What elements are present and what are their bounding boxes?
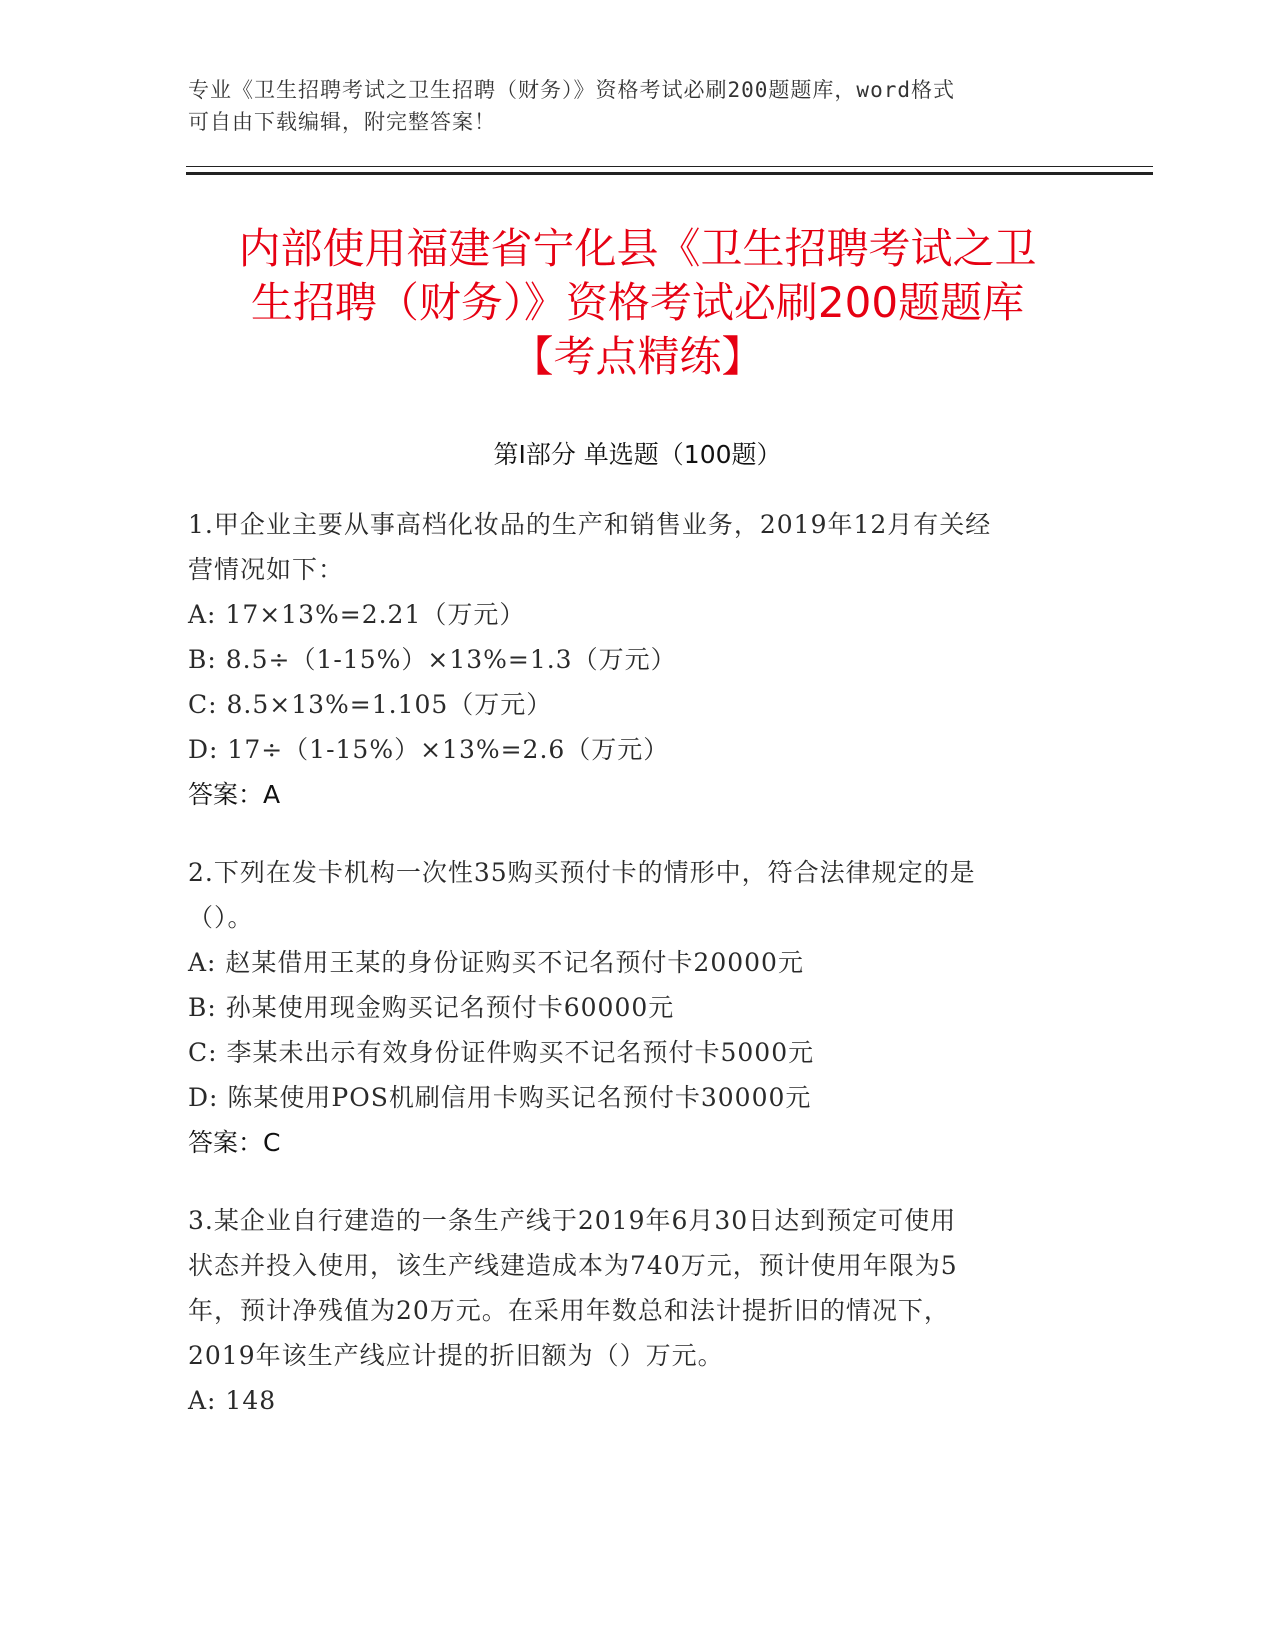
question-stem-line: 2019年该生产线应计提的折旧额为（）万元。 bbox=[188, 1341, 724, 1370]
document-title-line-2: 生招聘（财务）》资格考试必刷200题题库 bbox=[250, 278, 1025, 327]
question-stem-line: （）。 bbox=[188, 903, 254, 932]
option-b: B: 孙某使用现金购买记名预付卡60000元 bbox=[188, 993, 675, 1022]
header-note-line-1: 专业《卫生招聘考试之卫生招聘（财务）》资格考试必刷200题题库，word格式 bbox=[188, 78, 955, 102]
header-note-line-2: 可自由下载编辑，附完整答案！ bbox=[188, 110, 496, 134]
option-a: A: 148 bbox=[188, 1386, 277, 1415]
option-c: C: 8.5×13%=1.105（万元） bbox=[188, 690, 553, 719]
question-stem-line: 1.甲企业主要从事高档化妆品的生产和销售业务，2019年12月有关经 bbox=[188, 510, 992, 539]
option-a: A: 17×13%=2.21（万元） bbox=[188, 600, 526, 629]
document-title-line-1: 内部使用福建省宁化县《卫生招聘考试之卫 bbox=[238, 224, 1037, 273]
document-title bbox=[150, 222, 1125, 384]
question-stem-line: 3.某企业自行建造的一条生产线于2019年6月30日达到预定可使用 bbox=[188, 1206, 957, 1235]
question-stem-line: 2.下列在发卡机构一次性35购买预付卡的情形中，符合法律规定的是 bbox=[188, 858, 976, 887]
option-c: C: 李某未出示有效身份证件购买不记名预付卡5000元 bbox=[188, 1038, 815, 1067]
header-note bbox=[188, 74, 1088, 138]
option-d: D: 陈某使用POS机刷信用卡购买记名预付卡30000元 bbox=[188, 1083, 812, 1112]
option-b: B: 8.5÷（1-15%）×13%=1.3（万元） bbox=[188, 645, 677, 674]
question-stem-line: 营情况如下： bbox=[188, 555, 345, 584]
answer-label: 答案：A bbox=[188, 780, 281, 809]
document-title-line-3: 【考点精练】 bbox=[511, 332, 764, 381]
header-divider-thick bbox=[186, 172, 1153, 175]
option-a: A: 赵某借用王某的身份证购买不记名预付卡20000元 bbox=[188, 948, 804, 977]
answer-label: 答案：C bbox=[188, 1128, 281, 1157]
section-heading: 第I部分 单选题（100题） bbox=[493, 440, 782, 469]
question-3 bbox=[188, 1198, 1088, 1423]
option-d: D: 17÷（1-15%）×13%=2.6（万元） bbox=[188, 735, 670, 764]
question-stem-line: 状态并投入使用，该生产线建造成本为740万元，预计使用年限为5 bbox=[188, 1251, 958, 1280]
header-divider-thin bbox=[186, 166, 1153, 167]
question-2 bbox=[188, 850, 1088, 1166]
question-1 bbox=[188, 502, 1088, 818]
question-stem-line: 年，预计净残值为20万元。在采用年数总和法计提折旧的情况下， bbox=[188, 1296, 950, 1325]
